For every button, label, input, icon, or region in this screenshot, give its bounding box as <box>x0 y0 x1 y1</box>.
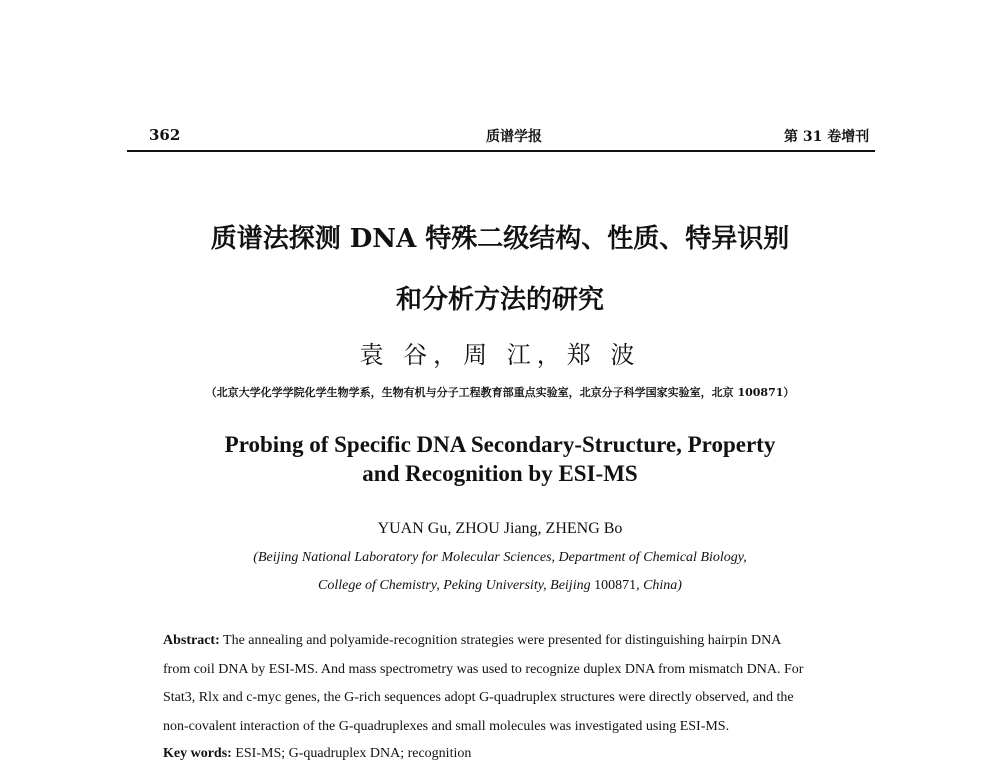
abstract-text-1: The annealing and polyamide-recognition strategies were presented for distinguishing hairpin DNA <box>219 633 782 648</box>
english-authors: YUAN Gu, ZHOU Jiang, ZHENG Bo <box>377 520 623 537</box>
abstract-line-1 <box>163 633 781 649</box>
english-title-line-2: and Recognition by ESI-MS <box>362 461 638 486</box>
header-rule <box>127 150 875 152</box>
affiliation-zip: 100871 <box>594 578 637 593</box>
abstract-line-4: non-covalent interaction of the G-quadruplexes and small molecules was investigated using ESI-MS. <box>163 719 730 734</box>
chinese-affiliation: （北京大学化学学院化学生物学系，生物有机与分子工程教育部重点实验室，北京分子科学国家实验室，北京 100871） <box>205 386 795 399</box>
chinese-title-line-2: 和分析方法的研究 <box>395 285 604 315</box>
chinese-title-line-1: 质谱法探测 DNA 特殊二级结构、性质、特异识别 <box>210 224 790 254</box>
issue-label: 第 31 卷增刊 <box>784 129 870 145</box>
keywords-label: Key words: <box>163 746 232 761</box>
affiliation-line-2-part-2: , China) <box>636 578 682 593</box>
abstract-line-2: from coil DNA by ESI-MS. And mass spectrometry was used to recognize duplex DNA from mismatch DNA. For <box>163 662 804 677</box>
affiliation-line-2-part-1: College of Chemistry, Peking University, Beijing <box>318 578 595 593</box>
page-number: 362 <box>149 126 181 144</box>
chinese-authors: 袁 谷，周 江，郑 波 <box>359 341 641 369</box>
english-affiliation-line-2 <box>0 578 1000 594</box>
abstract-label: Abstract: <box>163 633 220 648</box>
english-title-line-1: Probing of Specific DNA Secondary-Structure, Property <box>224 432 776 457</box>
journal-name: 质谱学报 <box>486 129 542 145</box>
abstract-line-3: Stat3, Rlx and c-myc genes, the G-rich sequences adopt G-quadruplex structures were directly observed, and the <box>163 690 794 705</box>
keywords-text: ESI-MS; G-quadruplex DNA; recognition <box>231 746 472 761</box>
english-affiliation-line-1: (Beijing National Laboratory for Molecular Sciences, Department of Chemical Biology, <box>253 550 747 565</box>
